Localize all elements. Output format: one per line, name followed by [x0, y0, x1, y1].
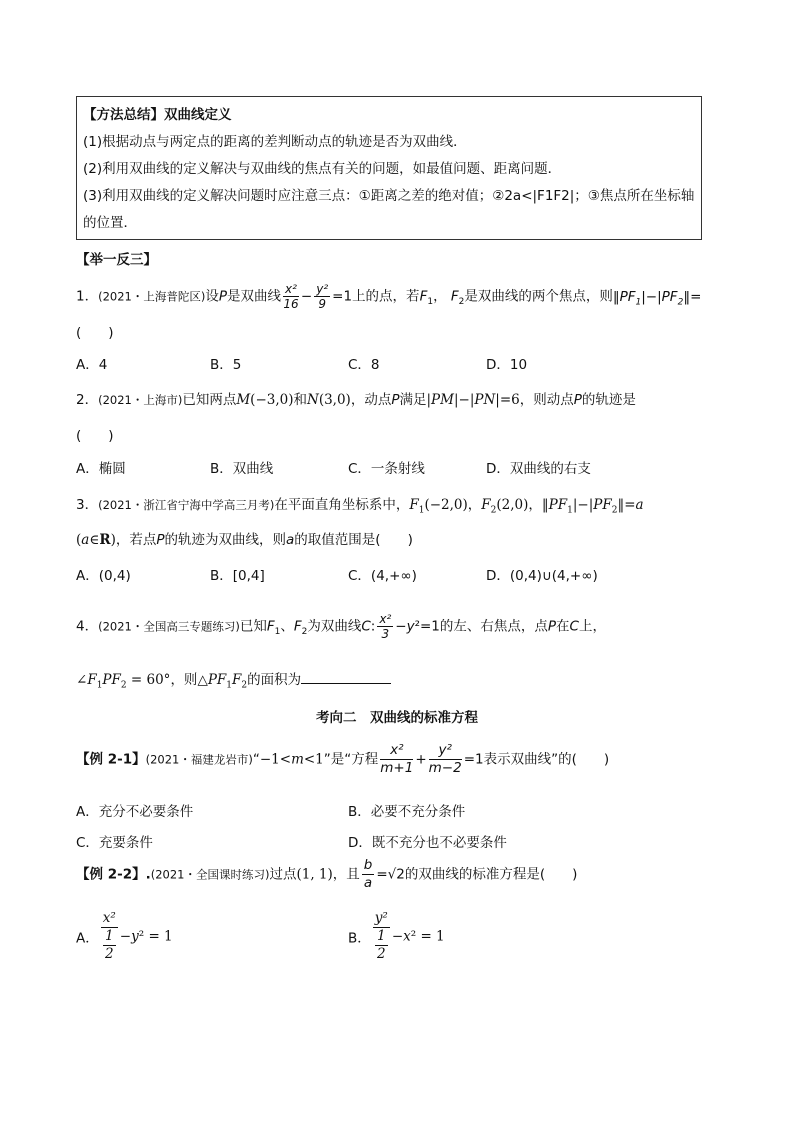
example-2-1: 【例 2-1】(2021・福建龙岩市)“−1<m<1”是“方程 $\frac{\text{x²}}{m+1}$ + $\frac{\text{y²}}{m-2}$ =1表示双曲线”的( ) [76, 742, 610, 776]
q1-paren: ( ) [76, 325, 114, 341]
ex21-option-c[interactable]: C．充要条件 [76, 835, 153, 851]
ex22-option-a-label: A． [76, 930, 99, 947]
q4-text: 为双曲线 [307, 618, 362, 635]
q1-option-d[interactable]: D．10 [486, 357, 528, 373]
summary-line-3: (3)利用双曲线的定义解决问题时应注意三点：①距离之差的绝对值；②2a<|F1F2|；③焦点所在坐标轴 [83, 188, 695, 204]
summary-heading [83, 103, 232, 123]
q1-text: 是双曲线 [227, 288, 281, 305]
q2-text: 的轨迹是 [581, 392, 636, 408]
ex21-option-b[interactable]: B．必要不充分条件 [348, 804, 466, 820]
q2-number: 2． [76, 392, 99, 408]
ex21-label: 【例 2-1】 [76, 751, 146, 768]
q4-source: (2021・全国高三专题练习) [98, 619, 240, 634]
ex22-option-b-label: B． [348, 930, 371, 947]
summary-subtitle: 双曲线定义 [164, 107, 232, 123]
q2-option-a[interactable]: A．椭圆 [76, 461, 126, 477]
q3-text: 在平面直角坐标系中， [274, 497, 410, 513]
q2-option-d[interactable]: D．双曲线的右支 [486, 461, 591, 477]
q1-option-a[interactable]: A．4 [76, 357, 108, 373]
q4-text: 已知 [239, 618, 267, 635]
q4-number: 4． [76, 618, 99, 635]
summary-line-1: (1)根据动点与两定点的距离的差判断动点的轨迹是否为双曲线． [83, 134, 467, 150]
ex22-text: 过点 [269, 866, 297, 883]
q1-frac-x: $\frac{\text{x²}}{16}$ [283, 282, 299, 311]
q4-text: ，则 [170, 672, 198, 688]
ex21-frac-y: $\frac{\text{y²}}{m-2}$ [428, 742, 462, 776]
ex21-text: “ [252, 751, 260, 768]
ex22-label: 【例 2-2】. [76, 866, 151, 883]
q4-text: 在 [556, 618, 570, 635]
ex21-option-d[interactable]: D．既不充分也不必要条件 [348, 835, 507, 851]
q1-text: 上的点，若 [352, 288, 420, 305]
q3-option-c[interactable]: C．(4,+∞) [348, 568, 417, 584]
summary-line-2: (2)利用双曲线的定义解决与双曲线的焦点有关的问题，如最值问题、距离问题． [83, 161, 562, 177]
q1-option-b[interactable]: B．5 [210, 357, 242, 373]
q3-option-b[interactable]: B．[0,4] [210, 568, 265, 584]
ex21-source: (2021・福建龙岩市) [145, 752, 253, 767]
ex21-frac-x: $\frac{\text{x²}}{m+1}$ [380, 742, 414, 776]
ex22-source: (2021・全国课时练习) [150, 867, 270, 882]
q2-text: ，则动点 [519, 392, 574, 408]
q4-answer-blank[interactable] [301, 671, 391, 684]
question-1: 1．(2021・上海普陀区)设P是双曲线 $\frac{\text{x²}}{16}$ − $\frac{\text{y²}}{9}$ =1上的点，若$F_1$， $F_2$是双曲线的两个焦点，则$‖PF_1|-|PF_2‖=$ [76, 282, 702, 311]
q3-option-d[interactable]: D．(0,4)∪(4,+∞) [486, 568, 598, 584]
question-2: 2．(2021・上海市)已知两点M(−3,0)和N(3,0)，动点P满足|PM|−|PN|=6，则动点P的轨迹是 [76, 392, 636, 408]
ex22-frac-ba: $\frac{b}{a}$ [363, 857, 373, 891]
q3-line-2: (a∈R)，若点P的轨迹为双曲线，则a的取值范围是( ) [76, 532, 413, 548]
question-4: 4．(2021・全国高三专题练习)已知$F_1$、$F_2$为双曲线C: $\frac{\text{x²}}{3}$ −y²=1的左、右焦点，点P在C上， [76, 612, 606, 641]
q1-frac-y: $\frac{\text{y²}}{9}$ [316, 282, 329, 311]
q2-text: 满足 [399, 392, 427, 408]
q2-text: 和 [293, 392, 307, 408]
ex21-option-a[interactable]: A．充分不必要条件 [76, 804, 194, 820]
q3-option-a[interactable]: A．(0,4) [76, 568, 131, 584]
summary-title: 【方法总结】 [83, 107, 164, 123]
summary-line-4: 的位置． [83, 215, 137, 231]
q3-text: 的轨迹为双曲线，则 [164, 532, 287, 548]
q4-line-2: $\angle F_1PF_2 = 60^\circ$，则$\triangle PF_1F_2$的面积为 [76, 668, 391, 691]
section-header-text: 【举一反三】 [76, 252, 157, 268]
ex22-option-a-frac: $\frac{\text{x²}}{\frac{1}{2}}$ [102, 910, 116, 962]
q4-frac-x: $\frac{\text{x²}}{3}$ [379, 612, 392, 641]
ex21-text: 表示双曲线”的( ) [483, 751, 610, 768]
q3-text: ，若点 [115, 532, 157, 548]
section-2-title-text: 考向二 双曲线的标准方程 [316, 710, 478, 726]
ex22-option-b-frac: $\frac{\text{y²}}{\frac{1}{2}}$ [374, 910, 388, 962]
q1-text: 设 [205, 288, 219, 305]
q3-source: (2021・浙江省宁海中学高三月考) [98, 498, 275, 512]
q2-source: (2021・上海市) [98, 393, 183, 407]
q1-source: (2021・上海普陀区) [98, 289, 206, 304]
q1-text: 是双曲线的两个焦点，则 [464, 288, 613, 305]
q2-option-b[interactable]: B．双曲线 [210, 461, 274, 477]
q4-text: 的面积为 [247, 672, 302, 688]
ex22-text: 的双曲线的标准方程是( ) [404, 866, 578, 883]
q2-paren: ( ) [76, 428, 114, 444]
question-3: 3．(2021・浙江省宁海中学高三月考)在平面直角坐标系中，$F_1(-2,0)$，$F_2(2,0)$，$‖PF_1|-|PF_2‖=a$ [76, 497, 644, 516]
q1-number: 1． [76, 288, 99, 305]
ex22-text: ，且 [332, 866, 360, 883]
section-2-title [0, 706, 794, 726]
q1-option-c[interactable]: C．8 [348, 357, 380, 373]
q2-option-c[interactable]: C．一条射线 [348, 461, 425, 477]
method-summary-box [76, 96, 702, 240]
q4-text: 上， [578, 618, 606, 635]
q3-text: 的取值范围是( ) [294, 532, 413, 548]
q3-number: 3． [76, 497, 99, 513]
q2-text: 已知两点 [182, 392, 237, 408]
ex22-option-a[interactable]: A． $\frac{\text{x²}}{\frac{1}{2}}$ −y² = 1 [76, 910, 173, 962]
q2-text: ，动点 [350, 392, 392, 408]
section-header-practice [76, 248, 157, 268]
ex21-text: ”是“方程 [323, 751, 379, 768]
ex22-option-b[interactable]: B． $\frac{\text{y²}}{\frac{1}{2}}$ −x² = 1 [348, 910, 445, 962]
q4-text: 的左、右焦点，点 [439, 618, 548, 635]
example-2-2: 【例 2-2】.(2021・全国课时练习)过点(1, 1)，且 $\frac{b}{a}$ =√2的双曲线的标准方程是( ) [76, 857, 578, 891]
